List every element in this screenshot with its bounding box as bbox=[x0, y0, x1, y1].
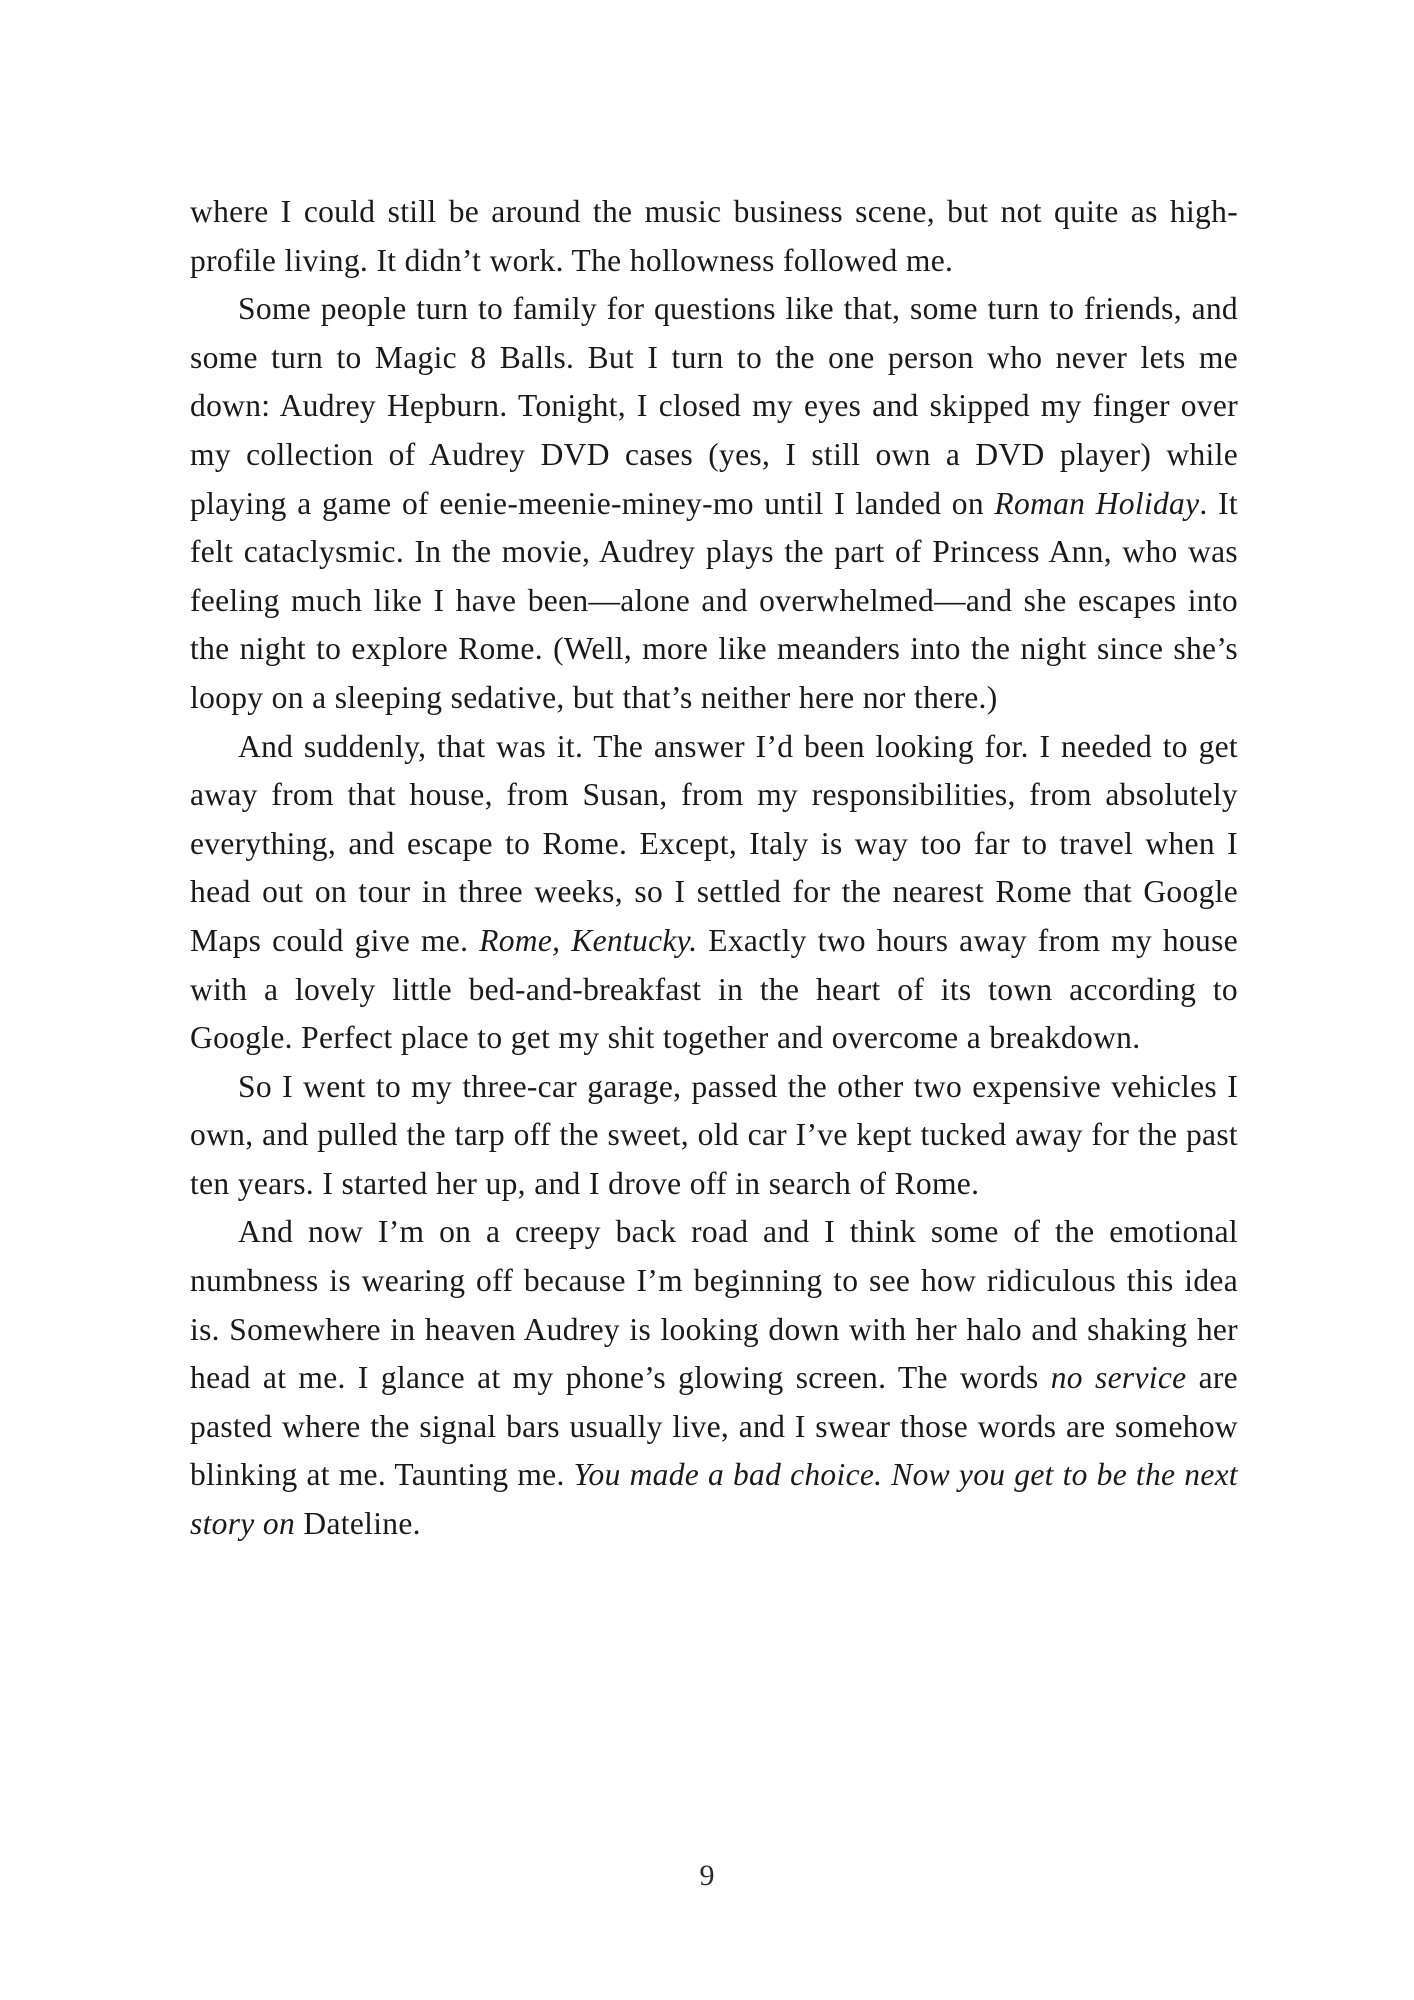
text-run: where I could still be around the music business scene, but not quite as high-profile living. It didn’t work. The hollowness followed me. bbox=[190, 194, 1238, 278]
italic-text-run: no service bbox=[1050, 1360, 1187, 1396]
text-run: So I went to my three-car garage, passed the other two expensive vehicles I own, and pulled the tarp off the sweet, old car I’ve kept tucked away for the past ten years. I started her up, and I drove off in search of Rome. bbox=[190, 1068, 1238, 1201]
text-run: Some people turn to family for questions like that, some turn to friends, and some turn to Magic 8 Balls. But I turn to the one person who never lets me down: Audrey Hepburn. Tonight, I closed my eyes and skipped my finger over my collection of Audrey DVD cases (yes, I still own a DVD player) while playing a game of eenie-meenie-miney-mo until I landed on bbox=[190, 291, 1238, 521]
page-body-text bbox=[190, 188, 1238, 1549]
body-paragraph bbox=[190, 1063, 1238, 1209]
body-paragraph bbox=[190, 723, 1238, 1063]
italic-text-run: Rome, Kentucky. bbox=[479, 922, 698, 958]
text-run: . It felt cataclysmic. In the movie, Audrey plays the part of Princess Ann, who was feeling much like I have been—alone and overwhelmed—and she escapes into the night to explore Rome. (Well, more like meanders into the night since she’s loopy on a sleeping sedative, but that’s neither here nor there.) bbox=[190, 485, 1238, 715]
body-paragraph bbox=[190, 188, 1238, 285]
body-paragraph bbox=[190, 1208, 1238, 1548]
body-paragraph bbox=[190, 285, 1238, 722]
page-number: 9 bbox=[699, 1859, 715, 1892]
text-run: are pasted where the signal bars usually live, and I swear those words are somehow blinking at me. Taunting me. bbox=[190, 1360, 1238, 1493]
text-run: Dateline. bbox=[295, 1506, 421, 1542]
text-run: Exactly two hours away from my house with a lovely little bed-and-breakfast in the heart of its town according to Google. Perfect place to get my shit together and overcome a breakdown. bbox=[190, 922, 1238, 1056]
italic-text-run: You made a bad choice. Now you get to be the next story on bbox=[190, 1457, 1238, 1542]
text-run: And now I’m on a creepy back road and I think some of the emotional numbness is wearing off because I’m beginning to see how ridiculous this idea is. Somewhere in heaven Audrey is looking down with her halo and shaking her head at me. I glance at my phone’s glowing screen. The words bbox=[190, 1214, 1238, 1396]
text-run: And suddenly, that was it. The answer I’d been looking for. I needed to get away from that house, from Susan, from my responsibilities, from absolutely everything, and escape to Rome. Except, Italy is way too far to travel when I head out on tour in three weeks, so I settled for the nearest Rome that Google Maps could give me. bbox=[190, 728, 1238, 958]
italic-text-run: Roman Holiday bbox=[994, 485, 1200, 521]
